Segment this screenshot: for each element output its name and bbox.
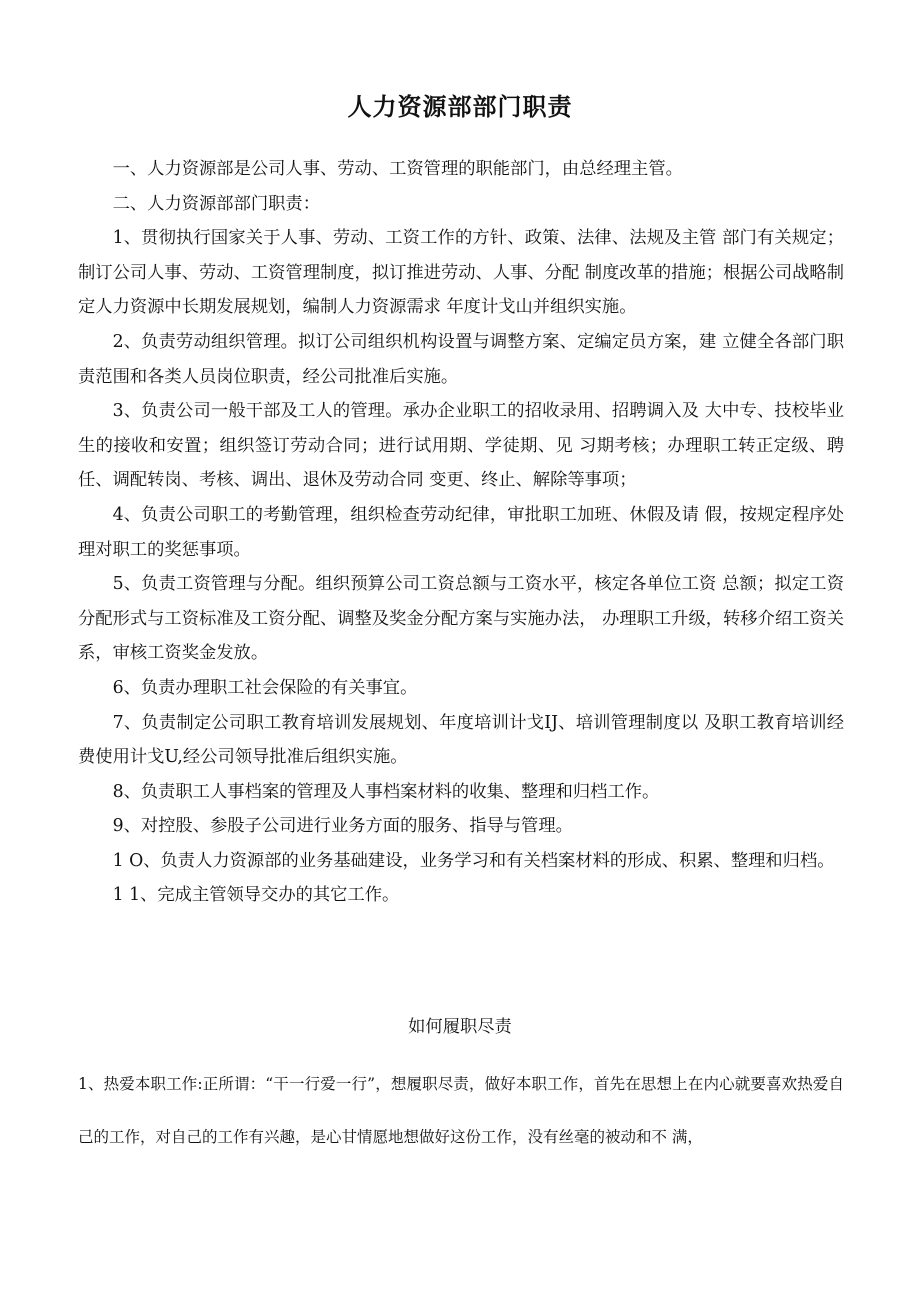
paragraph-1: 一、人力资源部是公司人事、劳动、工资管理的职能部门，由总经理主管。 (112, 159, 683, 179)
duty-item-8: 8、负责职工人事档案的管理及人事档案材料的收集、整理和归档工作。 (112, 781, 660, 802)
duty-item-6: 6、负责办理职工社会保险的有关事宜。 (112, 677, 418, 698)
duties-body (78, 152, 844, 913)
duty-item-5: 5、负责工资管理与分配。组织预算公司工资总额与工资水平，核定各单位工资 总额；拟定工资分配形式与工资标准及工资分配、调整及奖金分配方案与实施办法， 办理职工升级，转移介绍工资关系，审核工资奖金发放。 (78, 574, 844, 664)
duty-item-7: 7、负责制定公司职工教育培训发展规划、年度培训计戈IJ、培训管理制度以 及职工教育培训经费使用计戈U,经公司领导批准后组织实施。 (78, 712, 844, 768)
paragraph-2: 二、人力资源部部门职责： (112, 193, 320, 214)
closing-paragraph: 1、热爱本职工作:正所谓：“干一行爱一行”，想履职尽责，做好本职工作，首先在思想上在内心就要喜欢热爱自己的工作，对自己的工作有兴趣，是心甘情愿地想做好这份工作，没有丝毫的被动和不 满， (78, 1075, 844, 1146)
closing-section (78, 1058, 844, 1164)
duty-item-9: 9、对控股、参股子公司进行业务方面的服务、指导与管理。 (112, 816, 573, 837)
section-subtitle: 如何履职尽责 (408, 1017, 512, 1037)
duty-item-2: 2、负责劳动组织管理。拟订公司组织机构设置与调整方案、定编定员方案，建 立健全各部门职责范围和各类人员岗位职责，经公司批准后实施。 (78, 331, 844, 387)
page-title: 人力资源部部门职责 (347, 92, 573, 121)
duty-item-10: 1 O、负责人力资源部的业务基础建设，业务学习和有关档案材料的形成、积累、整理和归档。 (112, 850, 835, 871)
duty-item-11: 1 1、完成主管领导交办的其它工作。 (112, 885, 400, 906)
duty-item-3: 3、负责公司一般干部及工人的管理。承办企业职工的招收录用、招聘调入及 大中专、技校毕业生的接收和安置；组织签订劳动合同；进行试用期、学徒期、见 习期考核；办理职工转正定级、聘任、调配转岗、考核、调出、退休及劳动合同 变更、终止、解除等事项； (78, 401, 844, 491)
duty-item-4: 4、负责公司职工的考勤管理，组织检查劳动纪律，审批职工加班、休假及请 假，按规定程序处理对职工的奖惩事项。 (78, 504, 844, 560)
duty-item-1: 1、贯彻执行国家关于人事、劳动、工资工作的方针、政策、法律、法规及主管 部门有关规定；制订公司人事、劳动、工资管理制度，拟订推进劳动、人事、分配 制度改革的措施；根据公司战略制定人力资源中长期发展规划，编制人力资源需求 年度计戈山并组织实施。 (78, 228, 844, 318)
